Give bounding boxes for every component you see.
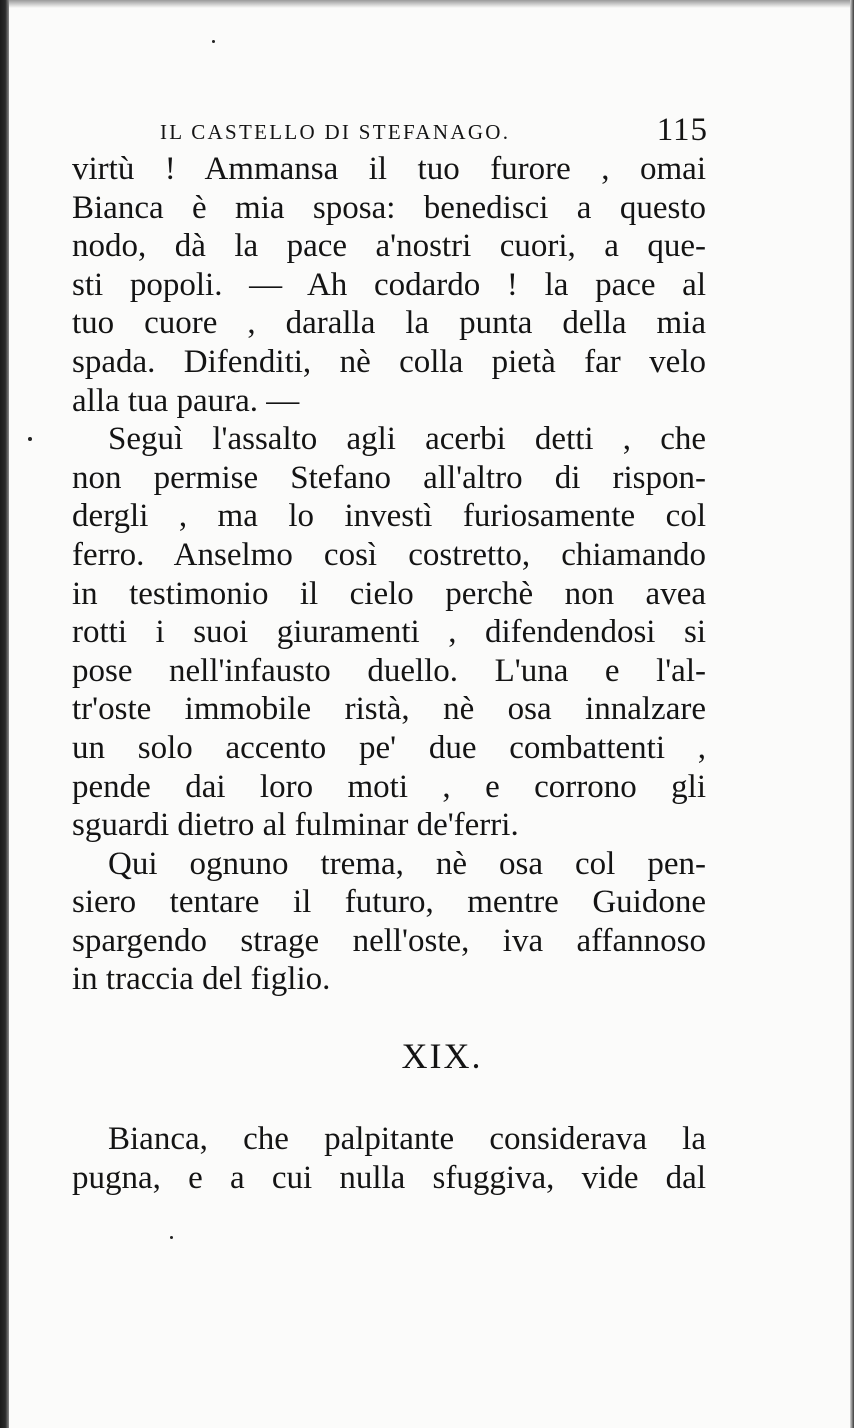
text-line: un solo accento pe' due combattenti , [72,729,706,766]
ink-speck [170,1236,173,1239]
text-line: in testimonio il cielo perchè non avea [72,575,706,612]
text-line: pose nell'infausto duello. L'una e l'al- [72,652,706,689]
running-title: IL CASTELLO DI STEFANAGO. [160,120,511,144]
text-line: Bianca, che palpitante considerava la [108,1121,706,1157]
text-line: spargendo strage nell'oste, iva affannoso [72,922,706,959]
text-line: Qui ognuno trema, nè osa col pen- [108,845,706,882]
text-line: tuo cuore , daralla la punta della mia [72,305,706,342]
ink-speck [28,437,32,441]
text-line: Bianca è mia sposa: benedisci a questo [72,189,706,226]
text-line: Seguì l'assalto agli acerbi detti , che [108,421,706,458]
text-line: rotti i suoi giuramenti , difendendosi si [72,614,706,651]
text-line: tr'oste immobile ristà, nè osa innalzare [72,691,706,728]
ink-speck [212,40,215,43]
body-text [72,150,706,999]
text-line: siero tentare il futuro, mentre Guidone [72,884,706,921]
text-line: in traccia del figlio. [72,961,331,998]
text-line: pende dai loro moti , e corrono gli [72,768,706,805]
text-line: sguardi dietro al fulminar de'ferri. [72,807,519,844]
page-gutter-shadow [0,0,9,1428]
running-head [160,112,708,152]
page-right-edge [850,0,854,1428]
text-line: pugna, e a cui nulla sfuggiva, vide dal [72,1159,706,1196]
page-number: 115 [656,112,708,148]
text-line: non permise Stefano all'altro di rispon- [72,459,706,496]
text-line: nodo, dà la pace a'nostri cuori, a que- [72,228,706,265]
chapter-number: XIX. [401,1036,483,1076]
text-line: ferro. Anselmo così costretto, chiamando [72,536,706,573]
text-line: sti popoli. — Ah codardo ! la pace al [72,266,706,303]
text-line: spada. Difenditi, nè colla pietà far velo [72,343,706,380]
chapter-text [72,1120,706,1197]
text-line: alla tua paura. — [72,382,300,419]
text-line: dergli , ma lo investì furiosamente col [72,498,706,535]
text-line: virtù ! Ammansa il tuo furore , omai [72,151,706,187]
chapter-heading [0,1035,854,1077]
page-top-edge [0,0,854,8]
